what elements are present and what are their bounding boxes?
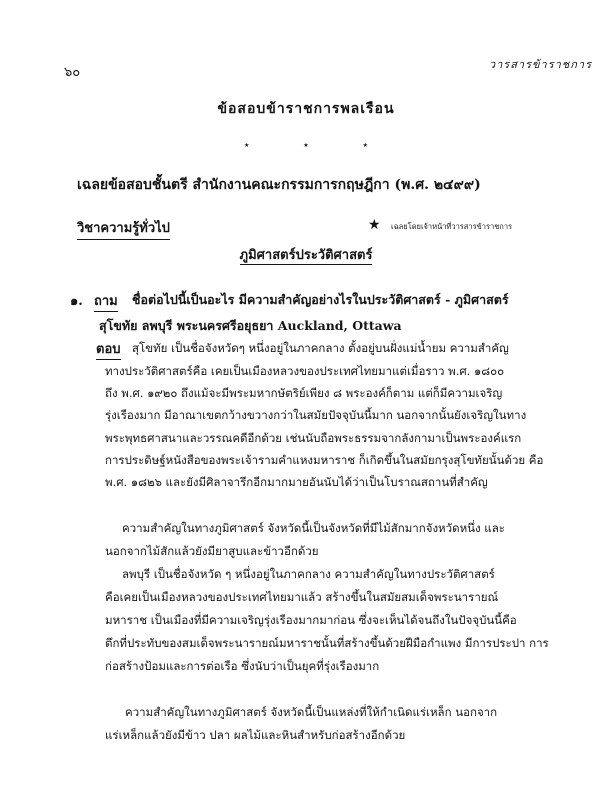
answer-line: ก่อสร้างป้อมและการต่อเรือ ซึ่งนับว่าเป็นยุคที่รุ่งเรืองมาก <box>105 659 380 673</box>
journal-name: วารสารข้าราชการ <box>488 58 592 71</box>
author-note: เฉลยโดยเจ้าหน้าที่วารสารข้าราชการ <box>391 222 513 231</box>
answer-line: รุ่งเรืองมาก มีอาณาเขตกว้างขวางกว่าในสมัยปัจจุบันนี้มาก นอกจากนั้นยังเจริญในทาง <box>105 408 527 422</box>
topic-heading <box>0 244 612 265</box>
answer-line: นอกจากไม้สักแล้วยังมียาสูบและข้าวอีกด้วย <box>105 544 319 558</box>
answer-line: ความสำคัญในทางภูมิศาสตร์ จังหวัดนี้เป็นจังหวัดที่มีไม้สักมากจังหวัดหนึ่ง และ <box>122 521 505 535</box>
answer-line: มหาราช เป็นเมืองที่มีความเจริญรุ่งเรืองมากมาก่อน ซึ่งจะเห็นได้จนถึงในปัจจุบันนี้คือ <box>105 613 517 627</box>
page-title: ข้อสอบข้าราชการพลเรือน <box>217 101 395 117</box>
question-label: ถาม <box>94 290 118 312</box>
answer-line: คือเคยเป็นเมืองหลวงของประเทศไทยมาแล้ว สร้างขึ้นในสมัยสมเด็จพระนารายณ์ <box>105 590 499 604</box>
question-line-2: สุโขทัย ลพบุรี พระนครศรีอยุธยา Auckland, Ottawa <box>99 318 402 333</box>
question-number: ๑. <box>70 294 83 309</box>
answer-line: ความสำคัญในทางภูมิศาสตร์ จังหวัดนี้เป็นแหล่งที่ให้กำเนิดแร่เหล็ก นอกจาก <box>125 705 498 719</box>
answer-line: พ.ศ. ๑๘๒๖ และยังมีศิลาจารึกอีกมากมายอันนับได้ว่าเป็นโบราณสถานที่สำคัญ <box>105 475 488 489</box>
star-icon: ★ <box>368 217 381 233</box>
answer-line: ถึง พ.ศ. ๑๙๒๐ ถึงแม้จะมีพระมหากษัตริย์เพียง ๘ พระองค์ก็ตาม แต่ก็มีความเจริญ <box>105 386 503 400</box>
answer-line: แร่เหล็กแล้วยังมีข้าว ปลา ผลไม้และหินสำหรับก่อสร้างอีกด้วย <box>105 728 406 742</box>
section-title: วิชาความรู้ทั่วไป <box>77 217 170 240</box>
topic-text: ภูมิศาสตร์ประวัติศาสตร์ <box>239 248 373 263</box>
page-number: ๖๐ <box>64 65 81 80</box>
answer-line: พระพุทธศาสนาและวรรณคดีอีกด้วย เช่นนับถือพระธรรมจากลังกามาเป็นพระองค์แรก <box>105 431 522 445</box>
answer-line: ตึกที่ประทับของสมเด็จพระนารายณ์มหาราชนั้นที่สร้างขึ้นด้วยฝีมือกำแพง มีการประปา การ <box>105 636 549 650</box>
answer-label: ตอบ <box>96 338 121 360</box>
question-line-1: ชื่อต่อไปนี้เป็นอะไร มีความสำคัญอย่างไรในประวัติศาสตร์ - ภูมิศาสตร์ <box>132 292 509 307</box>
answer-line: การประดิษฐ์หนังสือของพระเจ้ารามคำแหงมหาราช ก็เกิดขึ้นในสมัยกรุงสุโขทัยนั้นด้วย คือ <box>105 453 544 467</box>
answer-line: ทางประวัติศาสตร์คือ เคยเป็นเมืองหลวงของประเทศไทยมาแต่เมื่อราว พ.ศ. ๑๘๐๐ <box>105 364 505 378</box>
exam-subtitle: เฉลยข้อสอบชั้นตรี สำนักงานคณะกรรมการกฤษฎีกา (พ.ศ. ๒๔๙๙) <box>77 177 481 193</box>
star-divider: ★ ★ ★ <box>244 142 394 149</box>
answer-line: ลพบุรี เป็นชื่อจังหวัด ๆ หนึ่งอยู่ในภาคกลาง ความสำคัญในทางประวัติศาสตร์ <box>122 567 495 581</box>
answer-line: สุโขทัย เป็นชื่อจังหวัดๆ หนึ่งอยู่ในภาคกลาง ตั้งอยู่บนฝั่งแม่น้ำยม ความสำคัญ <box>132 341 509 355</box>
